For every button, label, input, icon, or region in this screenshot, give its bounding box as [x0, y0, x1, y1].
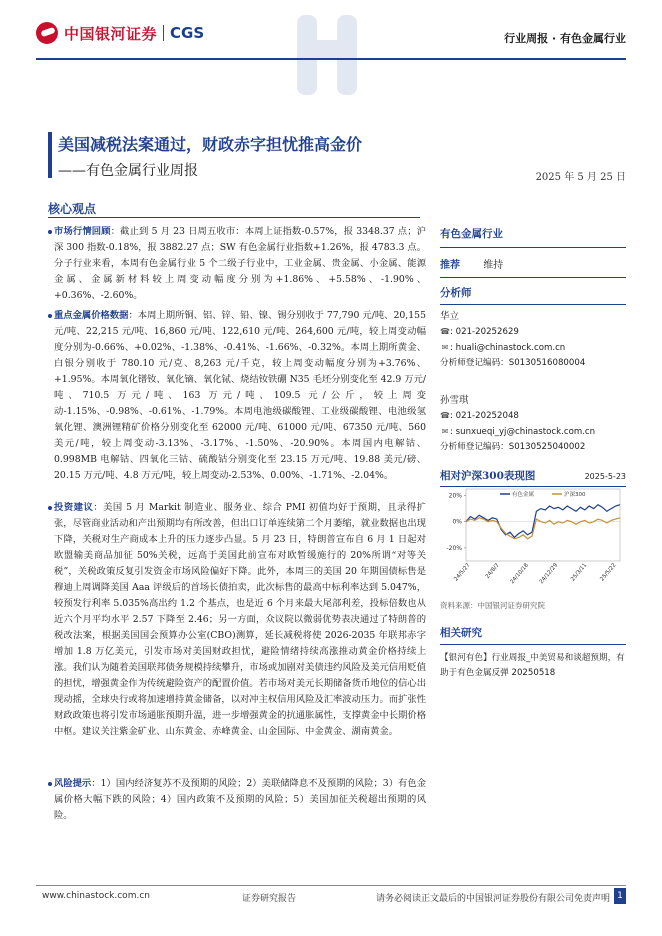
x-tick-label: 24/5/27	[453, 562, 472, 583]
phone-icon: ☎	[440, 327, 450, 336]
chart-date: 2025-5-23	[584, 472, 626, 481]
bullet-icon	[48, 506, 52, 510]
report-subtitle: ——有色金属行业周报	[58, 163, 198, 179]
sidebar-divider	[440, 304, 626, 305]
metal-prices-paragraph	[54, 308, 426, 484]
related-link[interactable]: 【银河有色】行业周报_中美贸易和谈超预期，有助于有色金属反弹 20250518	[440, 653, 625, 678]
chart-heading: 相对沪深300表现图	[440, 470, 536, 482]
relative-performance-chart	[440, 481, 626, 593]
mail-icon: ✉	[441, 427, 449, 436]
galaxy-logo-icon	[36, 22, 58, 44]
paragraph-text: ：本周上期所铜、铝、锌、铅、镍、锡分别收于 77,790 元/吨、20,155 元/吨、22,215 元/吨、16,860 元/吨、122,610 元/吨、264,600 元/吨，较上周变动幅度分别为-0.66%、+0.02%、-1.38%、-0.41%、-1.66%、-0.32%。本周上期所黄金、白银分别收于 780.10 元/克、8,263 元/千克，较上周变动幅度分别为+3.76%、+1.95%。本周氧化镨钕、氧化镝、氧化铽、烧结钕铁硼 N35 毛坯分别变化至 42.9 万元/吨、710.5 万元/吨、163 万元/吨、109.5 元/公斤，较上周变动-1.15%、-0.98%、-0.61%、-1.79%。本周电池级碳酸锂、工业级碳酸锂、电池级氢氧化锂、澳洲锂精矿价格分别变化至 62000 元/吨、61000 元/吨、67350 元/吨、560 美元/吨，较上周变动-3.13%、-3.17%、-1.50%、-20.90%。本周国内电解钴、0.998MB 电解钴、四氧化三钴、硫酸钴分别变化至 23.15 万元/吨、19.88 美元/磅、20.15 万元/吨、4.8 万元/吨，较上周变动-2.53%、0.00%、-1.71%、-2.04%。	[54, 310, 426, 481]
page-number: 1	[614, 888, 626, 904]
analyst-phone: ☎: 021-20252048	[440, 408, 626, 424]
investment-advice-paragraph	[54, 500, 426, 740]
email-text[interactable]: huali@chinastock.com.cn	[455, 343, 566, 353]
x-tick-label: 24/10/18	[509, 562, 530, 586]
sidebar-divider	[440, 247, 626, 248]
sidebar-divider	[440, 277, 626, 278]
related-heading: 相关研究	[440, 627, 482, 639]
core-views-heading: 核心观点	[48, 202, 97, 216]
sidebar-divider	[440, 644, 626, 645]
paragraph-label: 投资建议	[54, 502, 94, 513]
report-title: 美国减税法案通过，财政赤字担忧推高金价	[58, 135, 363, 154]
chart-source-text: 资料来源：中国银河证券研究院	[440, 601, 545, 610]
sidebar-industry	[440, 226, 626, 278]
risk-warning-paragraph	[54, 776, 426, 824]
analyst-reg: 分析师登记编码：S0130525040002	[440, 442, 586, 452]
rating-row	[440, 256, 626, 271]
paragraph-label: 市场行情回顾	[54, 226, 111, 237]
analyst-phone: ☎: 021-20252629	[440, 324, 626, 340]
analyst-email[interactable]: ✉ : sunxueqi_yj@chinastock.com.cn	[440, 424, 626, 440]
analyst-heading: 分析师	[440, 287, 472, 299]
series-line	[466, 518, 620, 539]
bullet-icon	[48, 782, 52, 786]
chart-svg	[440, 481, 626, 593]
footer-doc-type: 证券研究报告	[242, 894, 297, 904]
market-review-paragraph	[54, 224, 426, 304]
footer-disclaimer: 请务必阅读正文最后的中国银河证券股份有限公司免责声明	[375, 894, 610, 904]
analyst-reg: 分析师登记编码：S0130516080004	[440, 358, 586, 368]
chart-source	[440, 598, 626, 613]
y-tick-label: 0%	[452, 518, 462, 526]
report-date: 2025 年 5 月 25 日	[535, 172, 626, 183]
watermark-icon	[292, 10, 362, 100]
bullet-icon	[48, 230, 52, 234]
legend-label: 有色金属	[512, 492, 535, 498]
related-research	[440, 625, 626, 681]
x-tick-label: 25/3/11	[570, 562, 589, 583]
legend-label: 沪深300	[564, 492, 586, 498]
analyst-name: 华立	[440, 311, 460, 322]
paragraph-label: 风险提示	[54, 778, 92, 789]
paragraph-text: ：美国 5 月 Markit 制造业、服务业、综合 PMI 初值均好于预期，且录得扩张，尽管商业活动和产出预期均有所改善，但出口订单连续第二个月萎缩，就业数据也出现下降，关税对生产商成本上升的压力逐步凸显。5 月 23 日，特朗普宣布自 6 月 1 日起对欧盟输美商品加征 50%关税，远高于美国此前宣布对欧暂缓施行的 20%所谓“对等关税”，关税政策反复引发资金市场风险偏好下降。此外，本周三的美国 20 年期国债标售是穆迪上周调降美国 Aaa 评级后的首场长债拍卖，此次标售的最高中标利率达到 5.047%，较预发行利率 5.035%高出约 1.2 个基点，也是近 6 个月来最大尾部利差，投标倍数也从近六个月平均水平 2.57 下降至 2.46；另一方面，众议院以微弱优势表决通过了特朗普的税改法案，根据美国国会预算办公室(CBO)测算，延长减税将使 2026-2035 年联邦赤字增加 1.8 万亿美元，引发市场对美国财政担忧，避险情绪持续高涨推动黄金价格持续上涨。我们认为随着美国联邦债务规模持续攀升，市场或加剧对美债违约风险及美元信用贬值的担忧，增强黄金作为传统避险资产的配置价值。若市场对美元长期储备货币地位的信心出现动摇，全球央行或将加速增持黄金储备，以对冲主权信用风险及汇率波动压力。而扩张性财政政策也将引发市场通胀预期升温，进一步增强黄金的抗通胀属性，支撑黄金中长期价格中枢。建议关注紫金矿业、山东黄金、赤峰黄金、山金国际、中金黄金、湖南黄金。	[54, 502, 426, 737]
x-tick-label: 25/5/22	[599, 562, 618, 583]
email-text[interactable]: sunxueqi_yj@chinastock.com.cn	[455, 427, 596, 437]
x-tick-label: 24/12/29	[538, 562, 560, 586]
brand-divider	[163, 25, 164, 41]
bullet-icon	[48, 314, 52, 318]
analyst-name: 孙雪琪	[440, 395, 469, 406]
chart-plot-frame	[466, 489, 620, 561]
analyst-email[interactable]: ✉ : huali@chinastock.com.cn	[440, 340, 626, 356]
brand-logo	[36, 22, 204, 44]
footer-url[interactable]: www.chinastock.com.cn	[42, 891, 150, 901]
phone-text: 021-20252048	[455, 411, 519, 421]
phone-text: 021-20252629	[455, 327, 519, 337]
mail-icon: ✉	[441, 343, 449, 352]
paragraph-label: 重点金属价格数据	[54, 310, 129, 321]
core-views-divider	[48, 217, 420, 218]
sidebar-analysts	[440, 285, 626, 455]
paragraph-text: ：1）国内经济复苏不及预期的风险；2）美联储降息不及预期的风险；3）有色金属价格大幅下跌的风险；4）国内政策不及预期的风险；5）美国加征关税超出预期的风险。	[54, 778, 426, 821]
header-divider	[36, 58, 626, 60]
brand-name-cn: 中国银河证券	[64, 24, 158, 43]
y-tick-label: -20%	[446, 544, 462, 552]
rating-value: 维持	[483, 260, 504, 271]
report-type-label: 行业周报 · 有色金属行业	[504, 32, 626, 45]
industry-name: 有色金属行业	[440, 228, 503, 240]
rating-label: 推荐	[440, 260, 460, 271]
brand-name-en: CGS	[170, 24, 205, 42]
x-tick-label: 24/8/7	[484, 562, 501, 580]
phone-icon: ☎	[440, 411, 450, 420]
paragraph-text: ：截止到 5 月 23 日周五收市：本周上证指数-0.57%，报 3348.37 点；沪深 300 指数-0.18%，报 3882.27 点；SW 有色金属行业指数+1.26%，报 4783.3 点。分子行业来看，本周有色金属行业 5 个二级子行业中，工业金属、贵金属、小金属、能源金属、金属新材料较上周变动幅度分别为+1.86%、+5.58%、-1.90%、+0.36%、-2.60%。	[54, 226, 426, 301]
footer-divider	[36, 885, 626, 886]
title-accent-bar	[48, 132, 52, 178]
y-tick-label: 20%	[448, 492, 462, 500]
